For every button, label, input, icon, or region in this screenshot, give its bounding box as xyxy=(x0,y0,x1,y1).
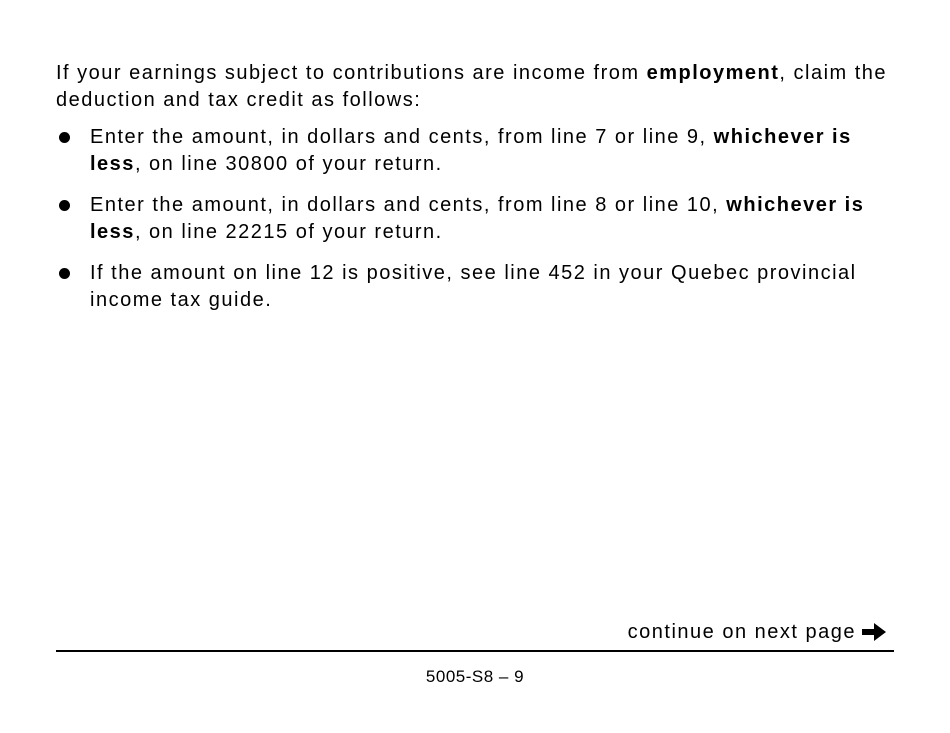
list-item-text: Enter the amount, in dollars and cents, from line 8 or line 10, xyxy=(90,194,727,216)
intro-text: If your earnings subject to contributions are income from xyxy=(56,62,647,84)
list-item xyxy=(56,192,896,246)
list-item-text: Enter the amount, in dollars and cents, from line 7 or line 9, xyxy=(90,126,714,148)
intro-paragraph xyxy=(56,60,896,114)
arrow-right-icon xyxy=(860,620,888,644)
continue-label: continue on next page xyxy=(627,620,856,643)
list-item-bold: whichever is less xyxy=(90,126,852,175)
list-item xyxy=(56,260,896,314)
page-number: 5005-S8 – 9 xyxy=(425,667,525,686)
intro-bold-employment: employment xyxy=(646,62,780,84)
list-item xyxy=(56,124,896,178)
footer-divider xyxy=(56,650,894,652)
bullet-icon xyxy=(59,132,70,143)
document-body xyxy=(56,60,896,328)
bullet-icon xyxy=(59,268,70,279)
list-item-bold: whichever is less xyxy=(90,194,865,243)
list-item-text: If the amount on line 12 is positive, see line 452 in your Quebec provincial income tax guide. xyxy=(90,262,857,311)
continue-next-page-link[interactable] xyxy=(628,620,888,644)
intro-text-end: , claim the deduction and tax credit as follows: xyxy=(56,62,888,111)
instruction-list xyxy=(56,124,896,314)
list-item-text-end: , on line 30800 of your return. xyxy=(134,153,443,175)
bullet-icon xyxy=(59,200,70,211)
list-item-text-end: , on line 22215 of your return. xyxy=(134,221,443,243)
